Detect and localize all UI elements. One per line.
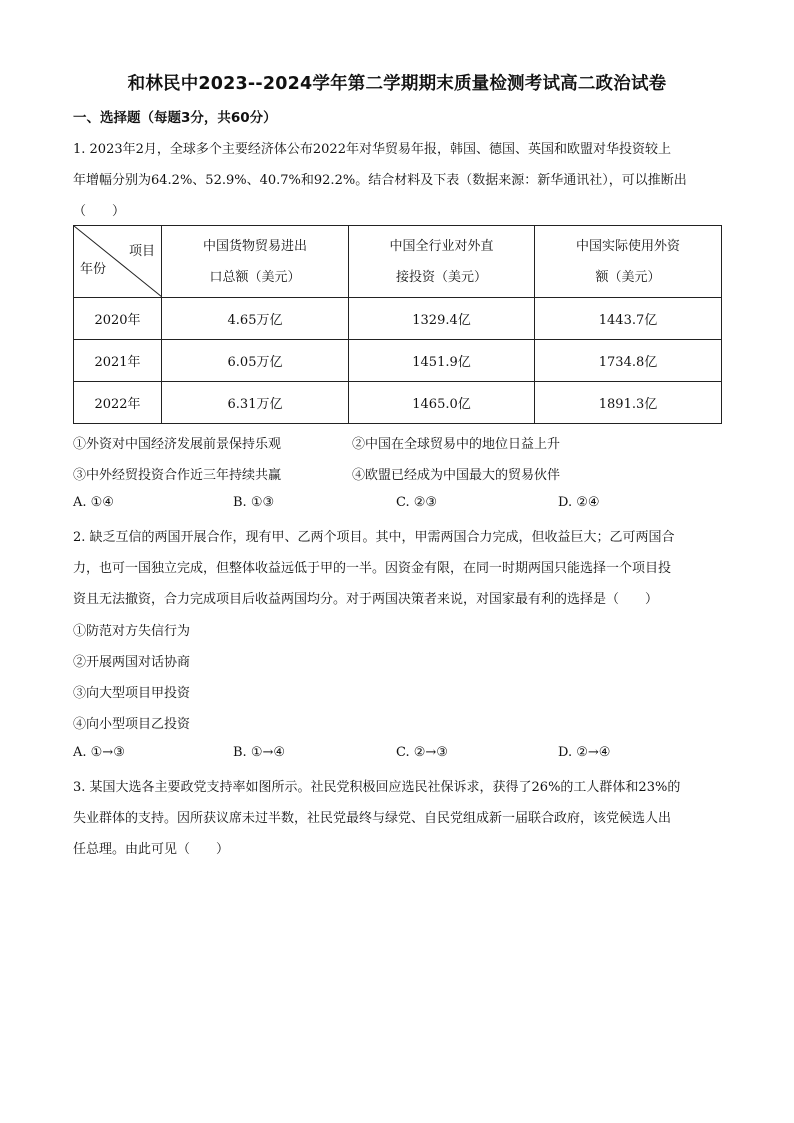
q1-stem-line: 1. 2023年2月，全球多个主要经济体公布2022年对华贸易年报，韩国、德国、英国和欧盟对华投资较上 [73,142,671,157]
table-cell: 4.65万亿 [162,298,349,340]
table-cell: 1465.0亿 [349,382,535,424]
table-cell: 1443.7亿 [535,298,722,340]
column-header [349,226,535,298]
q1-stem-line: 年增幅分别为64.2%、52.9%、40.7%和92.2%。结合材料及下表（数据来源：新华通讯社），可以推断出 [73,173,687,188]
table-header-row [74,226,722,298]
column-header-line: 中国全行业对外直 [389,238,494,254]
column-header-line: 口总额（美元） [209,269,301,285]
table-cell: 6.05万亿 [162,340,349,382]
q2-option-a[interactable]: A. ①→③ [73,745,125,760]
q2-option-b[interactable]: B. ①→④ [233,745,286,760]
table-row [74,298,722,340]
q2-statement: ③向大型项目甲投资 [73,686,191,701]
column-header [535,226,722,298]
year-cell: 2021年 [74,340,162,382]
q1-option-a[interactable]: A. ①④ [73,495,114,510]
table-cell: 1451.9亿 [349,340,535,382]
section-heading: 一、选择题（每题3分，共60分） [73,110,277,126]
q3-stem-line: 3. 某国大选各主要政党支持率如图所示。社民党积极回应选民社保诉求，获得了26%的工人群体和23%的 [73,780,681,795]
column-header-line: 中国货物贸易进出 [202,238,307,254]
corner-label-year: 年份 [80,262,107,277]
q1-option-d[interactable]: D. ②④ [558,495,600,510]
q2-stem-line: 力，也可一国独立完成，但整体收益远低于甲的一半。因资金有限，在同一时期两国只能选择一个项目投 [73,561,672,576]
page-title: 和林民中2023--2024学年第二学期期末质量检测考试高二政治试卷 [127,74,667,94]
trade-data-table [73,225,722,424]
column-header-line: 额（美元） [595,269,661,285]
year-cell: 2020年 [74,298,162,340]
table-cell: 1734.8亿 [535,340,722,382]
column-header-line: 接投资（美元） [395,269,487,285]
table-corner-cell [74,226,162,298]
year-cell: 2022年 [74,382,162,424]
q2-option-d[interactable]: D. ②→④ [558,745,611,760]
table-cell: 1329.4亿 [349,298,535,340]
q2-stem-line: 资且无法撤资，合力完成项目后收益两国均分。对于两国决策者来说，对国家最有利的选择是（ ） [73,592,659,607]
q2-statement: ①防范对方失信行为 [73,624,191,639]
q1-statement: ③中外经贸投资合作近三年持续共赢 [73,468,282,483]
q1-stem-line: （ ） [73,204,126,219]
q1-option-c[interactable]: C. ②③ [396,495,438,510]
q1-option-b[interactable]: B. ①③ [233,495,275,510]
column-header [162,226,349,298]
q2-option-c[interactable]: C. ②→③ [396,745,448,760]
table-row [74,382,722,424]
table-row [74,340,722,382]
q1-statement: ②中国在全球贸易中的地位日益上升 [352,437,561,452]
corner-label-item: 项目 [128,244,155,259]
q2-statement: ②开展两国对话协商 [73,655,191,670]
q2-statement: ④向小型项目乙投资 [73,717,191,732]
table-cell: 6.31万亿 [162,382,349,424]
q1-statement: ④欧盟已经成为中国最大的贸易伙伴 [352,468,561,483]
q1-statement: ①外资对中国经济发展前景保持乐观 [73,437,282,452]
table-cell: 1891.3亿 [535,382,722,424]
column-header-line: 中国实际使用外资 [575,238,680,254]
q2-stem-line: 2. 缺乏互信的两国开展合作，现有甲、乙两个项目。其中，甲需两国合力完成，但收益巨大；乙可两国合 [73,530,675,545]
q3-stem-line: 任总理。由此可见（ ） [73,842,230,857]
q3-stem-line: 失业群体的支持。因所获议席未过半数，社民党最终与绿党、自民党组成新一届联合政府，该党候选人出 [73,811,672,826]
